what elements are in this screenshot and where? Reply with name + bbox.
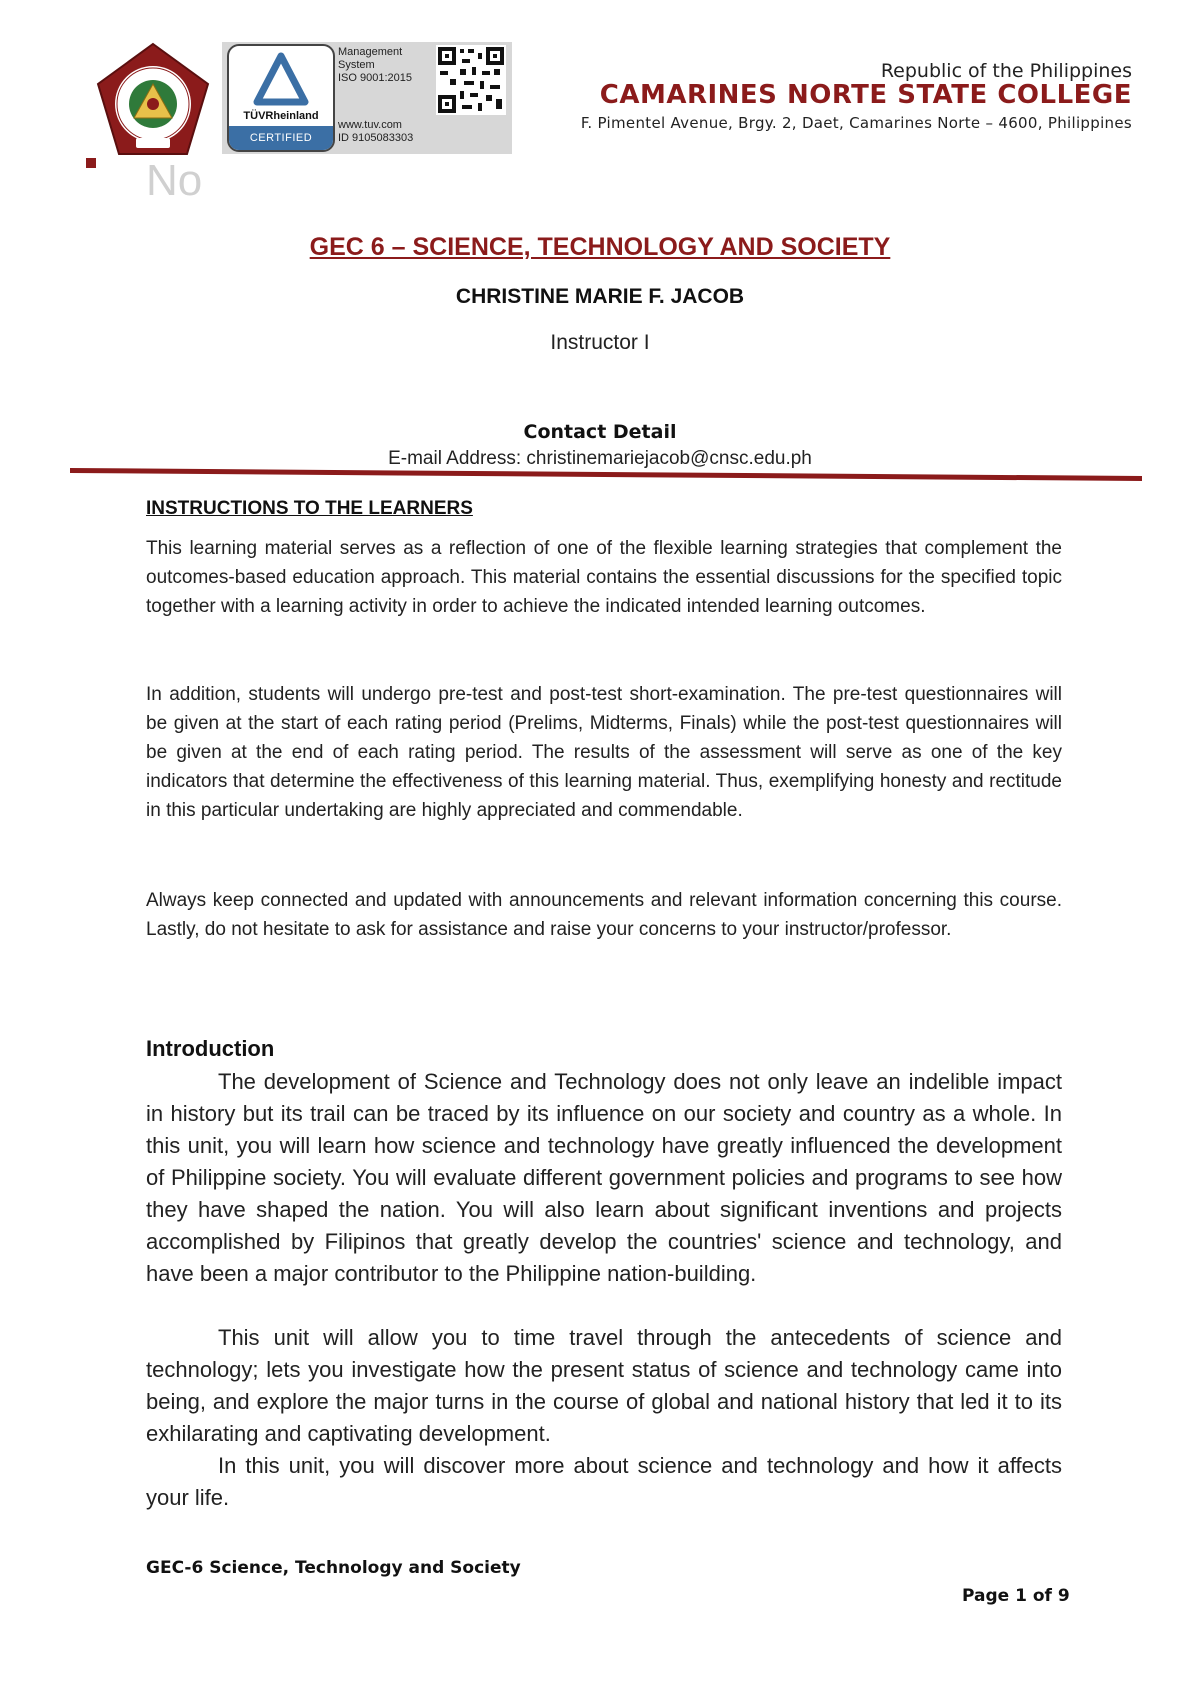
republic-text: Republic of the Philippines	[880, 60, 1132, 82]
tuv-logo	[227, 44, 335, 152]
college-address: F. Pimentel Avenue, Brgy. 2, Daet, Camarines Norte – 4600, Philippines	[580, 114, 1132, 132]
page-number: Page 1 of 9	[962, 1586, 1070, 1606]
instructor-position: Instructor I	[550, 331, 650, 354]
certification-details	[338, 46, 438, 145]
course-title: GEC 6 – SCIENCE, TECHNOLOGY AND SOCIETY	[309, 233, 891, 261]
instructions-paragraph-2: In addition, students will undergo pre-test and post-test short-examination. The pre-test questionnaires will be given at the start of each rating period (Prelims, Midterms, Finals) while the post-test questionnaires will be given at the end of each rating period. The results of the assessment will serve as one of the key indicators that determine the effectiveness of this learning material. Thus, exemplifying honesty and rectitude in this particular undertaking are highly appreciated and commendable.	[146, 684, 1062, 821]
introduction-heading: Introduction	[146, 1036, 275, 1061]
introduction-paragraph-3: In this unit, you will discover more about science and technology and how it affects your life.	[146, 1453, 1062, 1510]
cert-line-1: Management	[338, 46, 403, 58]
introduction-paragraph-2: This unit will allow you to time travel through the antecedents of science and technology; lets you investigate how the present status of science and technology came into being, and explore the major turns in the course of global and national history that led it to its exhilarating and captivating development.	[146, 1325, 1062, 1446]
college-name: CAMARINES NORTE STATE COLLEGE	[599, 80, 1132, 110]
qr-code-icon	[436, 45, 506, 115]
certified-label: CERTIFIED	[229, 126, 333, 150]
instructions-paragraph-1: This learning material serves as a reflection of one of the flexible learning strategies that complement the outcomes-based education approach. This material contains the essential discussions for the specified topic together with a learning activity in order to achieve the indicated intended learning outcomes.	[146, 538, 1062, 617]
iso-certification-badge	[222, 42, 512, 154]
email-address: E-mail Address: christinemariejacob@cnsc.edu.ph	[388, 448, 812, 469]
cert-id: ID 9105083303	[338, 132, 414, 144]
cert-line-3: ISO 9001:2015	[338, 72, 413, 84]
cert-url: www.tuv.com	[338, 119, 402, 131]
watermark-text: No	[146, 156, 203, 205]
instructions-paragraph-3: Always keep connected and updated with announcements and relevant information concerning this course. Lastly, do not hesitate to ask for assistance and raise your concerns to your instructor/professor.	[146, 890, 1062, 940]
cert-line-2: System	[338, 59, 375, 71]
contact-heading: Contact Detail	[523, 421, 677, 443]
instructions-heading: INSTRUCTIONS TO THE LEARNERS	[146, 498, 473, 519]
tuv-name: TÜVRheinland	[243, 110, 319, 122]
divider-line	[70, 462, 1142, 482]
instructor-name: CHRISTINE MARIE F. JACOB	[455, 285, 745, 308]
bullet-mark	[86, 158, 96, 168]
footer-course: GEC-6 Science, Technology and Society	[146, 1558, 521, 1578]
college-seal	[94, 42, 212, 160]
introduction-paragraph-1: The development of Science and Technology does not only leave an indelible impact in history but its trail can be traced by its influence on our society and country as a whole. In this unit, you will learn how science and technology have greatly influenced the development of Philippine society. You will evaluate different government policies and programs to see how they have shaped the nation. You will also learn about significant inventions and projects accomplished by Filipinos that greatly develop the countries' science and technology, and have been a major contributor to the Philippine nation-building.	[146, 1069, 1062, 1286]
